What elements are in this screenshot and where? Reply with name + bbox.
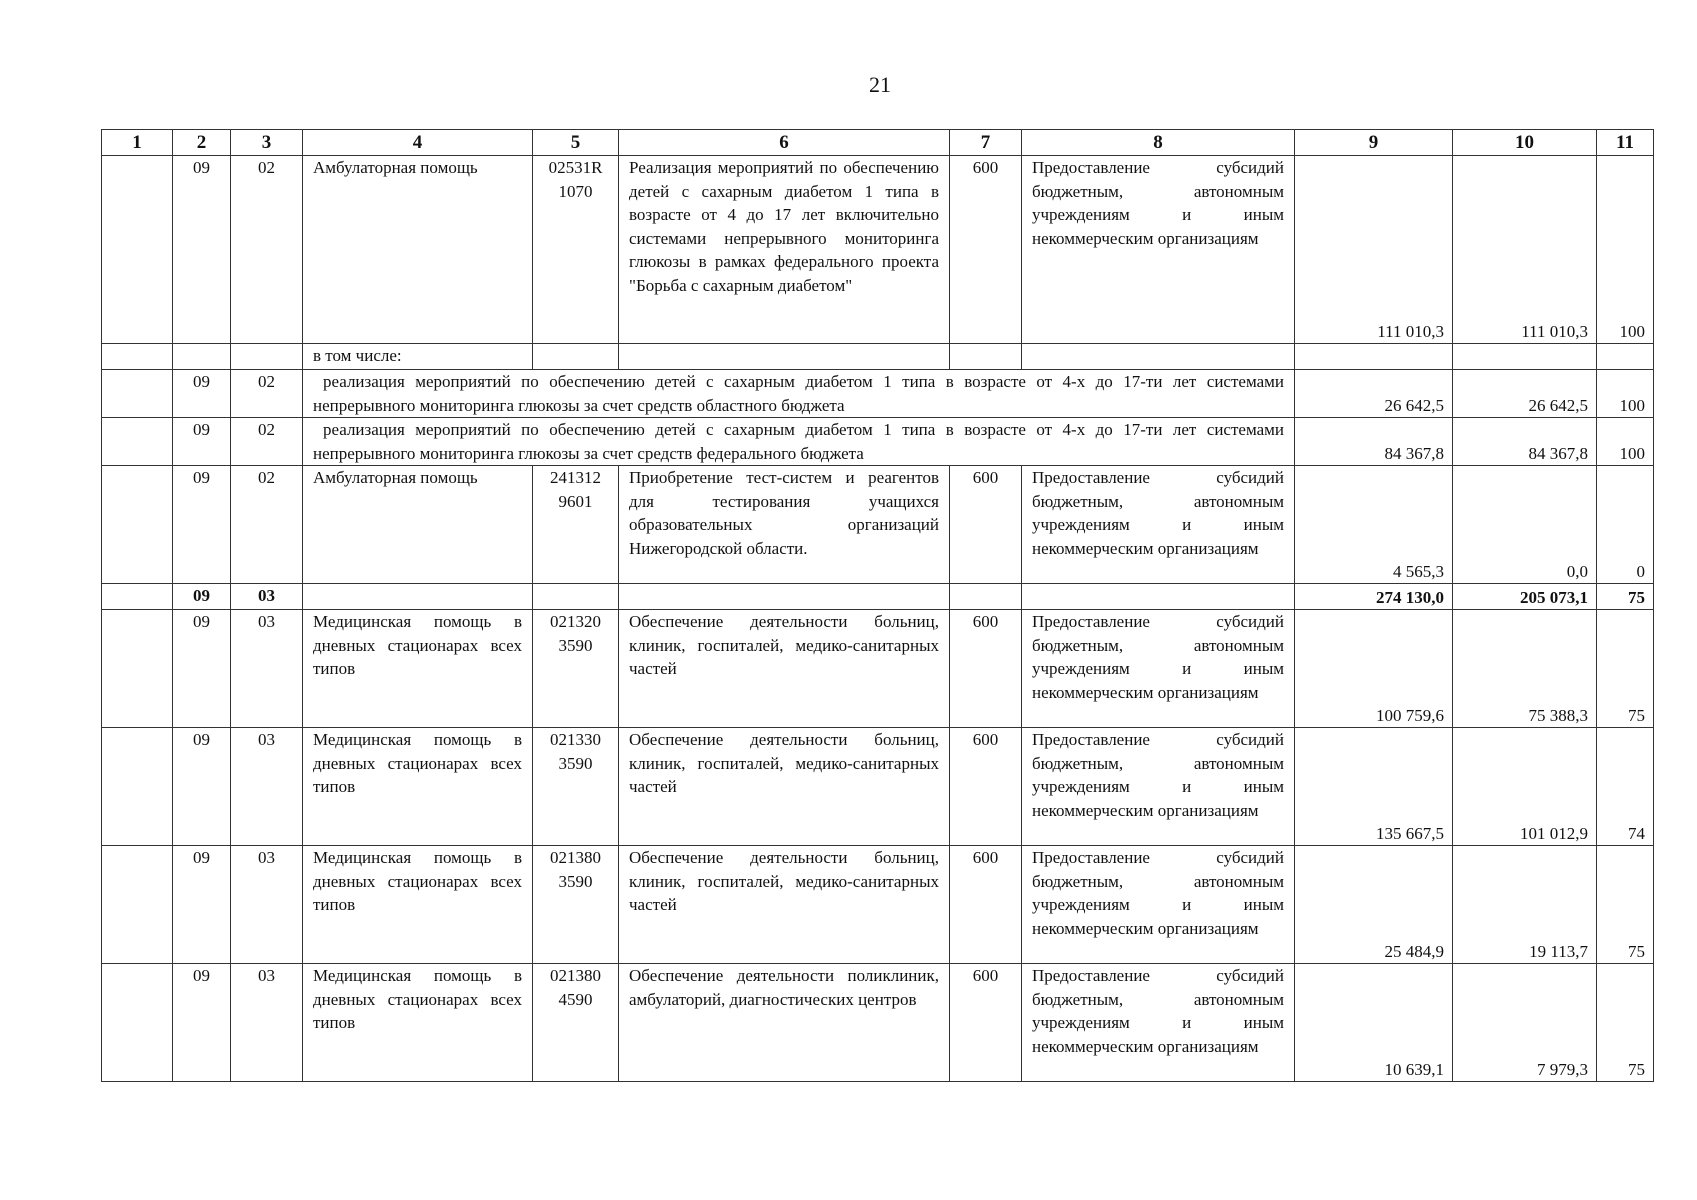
cell-percent: 100	[1597, 156, 1654, 344]
cell-plan: 274 130,0	[1295, 584, 1453, 610]
cell-actual: 101 012,9	[1453, 728, 1597, 846]
cell-subsection: 03	[231, 964, 303, 1082]
table-row	[102, 964, 1654, 1082]
cell-plan: 100 759,6	[1295, 610, 1453, 728]
cell-percent: 75	[1597, 846, 1654, 964]
table-row	[102, 370, 1654, 418]
table-row	[102, 344, 1654, 370]
header-col-3: 3	[231, 130, 303, 156]
header-col-1: 1	[102, 130, 173, 156]
cell-target-code: 021320 3590	[533, 610, 619, 728]
cell-subsection: 02	[231, 370, 303, 418]
cell-subsection-name: Медицинская помощь в дневных стационарах всех типов	[303, 846, 533, 964]
cell-percent: 0	[1597, 466, 1654, 584]
cell-subsection: 03	[231, 846, 303, 964]
cell-actual: 111 010,3	[1453, 156, 1597, 344]
cell-subsection: 03	[231, 584, 303, 610]
cell-actual: 205 073,1	[1453, 584, 1597, 610]
cell-plan: 10 639,1	[1295, 964, 1453, 1082]
cell-expense-type: 600	[950, 728, 1022, 846]
cell-expense-type: 600	[950, 610, 1022, 728]
cell-empty	[303, 584, 533, 610]
cell-empty	[102, 584, 173, 610]
cell-empty	[1597, 344, 1654, 370]
cell-section: 09	[173, 584, 231, 610]
cell-empty	[1022, 584, 1295, 610]
cell-percent: 75	[1597, 584, 1654, 610]
cell-expense-type: 600	[950, 156, 1022, 344]
cell-subsection: 03	[231, 610, 303, 728]
header-col-8: 8	[1022, 130, 1295, 156]
cell-target-name: Обеспечение деятельности больниц, клиник, госпиталей, медико-санитарных частей	[619, 728, 950, 846]
header-col-2: 2	[173, 130, 231, 156]
cell-plan: 26 642,5	[1295, 370, 1453, 418]
cell-subsection-name: Медицинская помощь в дневных стационарах всех типов	[303, 610, 533, 728]
cell-empty	[102, 370, 173, 418]
header-col-9: 9	[1295, 130, 1453, 156]
cell-target-name: Реализация мероприятий по обеспечению детей с сахарным диабетом 1 типа в возрасте от 4 до 17 лет включительно системами непрерывного мониторинга глюкозы в рамках федерального проекта "Борьба с сахарным диабетом"	[619, 156, 950, 344]
cell-percent: 75	[1597, 964, 1654, 1082]
table-row	[102, 728, 1654, 846]
cell-target-code: 021380 3590	[533, 846, 619, 964]
cell-section: 09	[173, 418, 231, 466]
cell-subsection: 02	[231, 466, 303, 584]
cell-empty	[102, 344, 173, 370]
cell-percent: 74	[1597, 728, 1654, 846]
budget-table	[101, 129, 1654, 1082]
cell-expense-name: Предоставление субсидий бюджетным, автономным учреждениям и иным некоммерческим организациям	[1022, 610, 1295, 728]
cell-plan: 111 010,3	[1295, 156, 1453, 344]
header-col-11: 11	[1597, 130, 1654, 156]
cell-empty	[102, 466, 173, 584]
cell-subsection-name: Амбулаторная помощь	[303, 156, 533, 344]
cell-section: 09	[173, 610, 231, 728]
cell-target-code: 241312 9601	[533, 466, 619, 584]
cell-section: 09	[173, 370, 231, 418]
header-col-6: 6	[619, 130, 950, 156]
cell-empty	[1022, 344, 1295, 370]
cell-empty	[950, 584, 1022, 610]
cell-target-name: Обеспечение деятельности поликлиник, амбулаторий, диагностических центров	[619, 964, 950, 1082]
cell-target-name: Обеспечение деятельности больниц, клиник, госпиталей, медико-санитарных частей	[619, 610, 950, 728]
cell-empty	[173, 344, 231, 370]
cell-expense-type: 600	[950, 466, 1022, 584]
subtotal-row	[102, 584, 1654, 610]
cell-target-code: 021330 3590	[533, 728, 619, 846]
cell-subsection-name: Амбулаторная помощь	[303, 466, 533, 584]
cell-including-label: в том числе:	[303, 344, 533, 370]
cell-actual: 75 388,3	[1453, 610, 1597, 728]
cell-actual: 0,0	[1453, 466, 1597, 584]
cell-actual: 26 642,5	[1453, 370, 1597, 418]
cell-actual: 7 979,3	[1453, 964, 1597, 1082]
cell-empty	[1453, 344, 1597, 370]
cell-expense-name: Предоставление субсидий бюджетным, автономным учреждениям и иным некоммерческим организациям	[1022, 156, 1295, 344]
table-row	[102, 156, 1654, 344]
cell-subsection: 02	[231, 156, 303, 344]
table-row	[102, 610, 1654, 728]
cell-sub-description: реализация мероприятий по обеспечению детей с сахарным диабетом 1 типа в возрасте от 4-х до 17-ти лет системами непрерывного мониторинга глюкозы за счет средств областного бюджета	[303, 370, 1295, 418]
cell-subsection-name: Медицинская помощь в дневных стационарах всех типов	[303, 964, 533, 1082]
cell-section: 09	[173, 964, 231, 1082]
cell-percent: 75	[1597, 610, 1654, 728]
cell-target-code: 02531R 1070	[533, 156, 619, 344]
header-col-10: 10	[1453, 130, 1597, 156]
cell-expense-type: 600	[950, 964, 1022, 1082]
cell-plan: 84 367,8	[1295, 418, 1453, 466]
cell-empty	[619, 344, 950, 370]
cell-empty	[102, 846, 173, 964]
cell-subsection: 03	[231, 728, 303, 846]
cell-target-name: Обеспечение деятельности больниц, клиник, госпиталей, медико-санитарных частей	[619, 846, 950, 964]
cell-empty	[102, 418, 173, 466]
cell-empty	[102, 964, 173, 1082]
cell-empty	[1295, 344, 1453, 370]
header-row	[102, 130, 1654, 156]
cell-empty	[533, 344, 619, 370]
table-row	[102, 846, 1654, 964]
cell-actual: 84 367,8	[1453, 418, 1597, 466]
cell-section: 09	[173, 156, 231, 344]
header-col-5: 5	[533, 130, 619, 156]
cell-sub-description: реализация мероприятий по обеспечению детей с сахарным диабетом 1 типа в возрасте от 4-х до 17-ти лет системами непрерывного мониторинга глюкозы за счет средств федерального бюджета	[303, 418, 1295, 466]
cell-plan: 4 565,3	[1295, 466, 1453, 584]
cell-empty	[533, 584, 619, 610]
cell-expense-type: 600	[950, 846, 1022, 964]
cell-empty	[102, 728, 173, 846]
cell-expense-name: Предоставление субсидий бюджетным, автономным учреждениям и иным некоммерческим организациям	[1022, 466, 1295, 584]
table-row	[102, 466, 1654, 584]
cell-target-code: 021380 4590	[533, 964, 619, 1082]
cell-section: 09	[173, 466, 231, 584]
cell-percent: 100	[1597, 370, 1654, 418]
cell-empty	[950, 344, 1022, 370]
cell-section: 09	[173, 728, 231, 846]
cell-plan: 25 484,9	[1295, 846, 1453, 964]
cell-target-name: Приобретение тест-систем и реагентов для тестирования учащихся образовательных организаций Нижегородской области.	[619, 466, 950, 584]
cell-col1	[102, 156, 173, 344]
page-number: 21	[869, 72, 891, 97]
cell-empty	[102, 610, 173, 728]
cell-subsection: 02	[231, 418, 303, 466]
cell-subsection-name: Медицинская помощь в дневных стационарах всех типов	[303, 728, 533, 846]
cell-section: 09	[173, 846, 231, 964]
cell-plan: 135 667,5	[1295, 728, 1453, 846]
header-col-7: 7	[950, 130, 1022, 156]
cell-empty	[231, 344, 303, 370]
cell-empty	[619, 584, 950, 610]
cell-percent: 100	[1597, 418, 1654, 466]
cell-expense-name: Предоставление субсидий бюджетным, автономным учреждениям и иным некоммерческим организациям	[1022, 728, 1295, 846]
header-col-4: 4	[303, 130, 533, 156]
cell-expense-name: Предоставление субсидий бюджетным, автономным учреждениям и иным некоммерческим организациям	[1022, 846, 1295, 964]
table-row	[102, 418, 1654, 466]
cell-expense-name: Предоставление субсидий бюджетным, автономным учреждениям и иным некоммерческим организациям	[1022, 964, 1295, 1082]
cell-actual: 19 113,7	[1453, 846, 1597, 964]
